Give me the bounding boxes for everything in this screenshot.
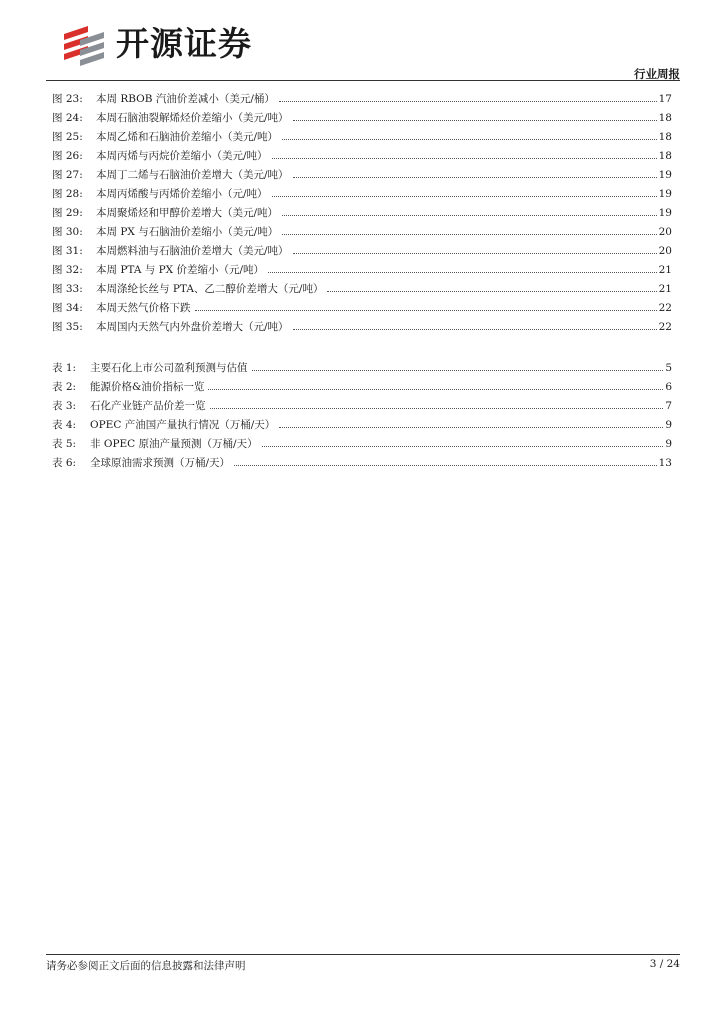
table-entry-title: 全球原油需求预测（万桶/天） [90,457,231,469]
figure-entry-page: 17 [658,93,672,105]
figure-entry-title: 本周天然气价格下跌 [96,302,191,314]
figure-entry[interactable] [52,204,672,223]
figure-entry-page: 21 [658,283,672,295]
figure-entry-title: 本周聚烯烃和甲醇价差增大（美元/吨） [96,207,279,219]
figure-entry-leader-dots [272,195,657,197]
table-entry-page: 6 [665,381,672,393]
figure-entry-title: 本周丙烯酸与丙烯价差缩小（元/吨） [96,188,268,200]
figure-entry-number: 图 24: [52,112,83,124]
header-divider [46,80,680,81]
figure-entry-leader-dots [282,138,657,140]
figure-entry-page: 19 [658,207,672,219]
figure-entry[interactable] [52,109,672,128]
table-entry-title: 能源价格&油价指标一览 [90,381,205,393]
page-number: 3 / 24 [649,958,680,970]
table-entry[interactable] [52,454,672,473]
figure-entry-page: 18 [658,112,672,124]
figure-entry[interactable] [52,128,672,147]
figure-entry-title: 本周涤纶长丝与 PTA、乙二醇价差增大（元/吨） [96,283,324,295]
figure-entry[interactable] [52,147,672,166]
figure-entry-leader-dots [268,271,657,273]
figure-index [52,90,672,337]
table-entry[interactable] [52,359,672,378]
figure-entry-page: 19 [658,188,672,200]
figure-entry-page: 20 [658,226,672,238]
footer-divider [46,954,680,955]
figure-entry-title: 本周国内天然气内外盘价差增大（元/吨） [96,321,289,333]
figure-entry-leader-dots [327,290,656,292]
table-entry[interactable] [52,416,672,435]
table-entry-leader-dots [210,407,664,409]
table-entry-number: 表 4: [52,419,77,431]
figure-entry-leader-dots [279,100,657,102]
figure-entry-number: 图 23: [52,93,83,105]
table-entry-number: 表 5: [52,438,77,450]
table-entry-leader-dots [208,388,663,390]
table-entry-title: 主要石化上市公司盈利预测与估值 [90,362,248,374]
table-entry[interactable] [52,378,672,397]
figure-entry-title: 本周丙烯与丙烷价差缩小（美元/吨） [96,150,268,162]
figure-entry-page: 21 [658,264,672,276]
table-entry-number: 表 2: [52,381,77,393]
figure-entry-leader-dots [282,214,657,216]
figure-entry-number: 图 32: [52,264,83,276]
figure-entry[interactable] [52,223,672,242]
table-entry-page: 9 [665,419,672,431]
table-index [52,359,672,473]
figure-entry-title: 本周燃料油与石脑油价差增大（美元/吨） [96,245,289,257]
table-entry-page: 13 [658,457,672,469]
figure-entry-number: 图 35: [52,321,83,333]
figure-entry[interactable] [52,185,672,204]
figure-entry-title: 本周 PTA 与 PX 价差缩小（元/吨） [96,264,265,276]
figure-entry-number: 图 33: [52,283,83,295]
disclaimer-note: 请务必参阅正文后面的信息披露和法律声明 [46,960,246,972]
figure-entry-leader-dots [282,233,656,235]
table-entry-number: 表 1: [52,362,77,374]
figure-entry-leader-dots [293,252,657,254]
figure-entry-leader-dots [293,328,657,330]
figure-entry-number: 图 29: [52,207,83,219]
figure-entry-leader-dots [195,309,657,311]
figure-entry-number: 图 26: [52,150,83,162]
figure-entry[interactable] [52,242,672,261]
figure-entry-number: 图 25: [52,131,83,143]
table-entry-page: 5 [665,362,672,374]
figure-entry-leader-dots [293,176,657,178]
figure-entry-page: 22 [658,321,672,333]
figure-entry-page: 18 [658,150,672,162]
brand-mark-icon [58,22,110,66]
figure-entry-title: 本周丁二烯与石脑油价差增大（美元/吨） [96,169,289,181]
figure-entry-page: 22 [658,302,672,314]
table-entry-page: 7 [665,400,672,412]
table-entry[interactable] [52,435,672,454]
figure-entry[interactable] [52,318,672,337]
figure-entry-title: 本周 RBOB 汽油价差减小（美元/桶） [96,93,275,105]
figure-entry[interactable] [52,261,672,280]
figure-entry-number: 图 27: [52,169,83,181]
brand-name: 开源证券 [116,24,252,63]
figure-entry-title: 本周石脑油裂解烯烃价差缩小（美元/吨） [96,112,289,124]
figure-entry-title: 本周乙烯和石脑油价差缩小（美元/吨） [96,131,279,143]
figure-entry-leader-dots [293,119,657,121]
figure-entry-number: 图 34: [52,302,83,314]
figure-entry-number: 图 28: [52,188,83,200]
table-entry-title: OPEC 产油国产量执行情况（万桶/天） [90,419,276,431]
table-entry-title: 非 OPEC 原油产量预测（万桶/天） [90,438,258,450]
brand-logo [58,22,252,66]
figure-entry-leader-dots [272,157,657,159]
table-entry[interactable] [52,397,672,416]
figure-entry[interactable] [52,280,672,299]
figure-entry-number: 图 30: [52,226,83,238]
table-entry-number: 表 6: [52,457,77,469]
figure-entry[interactable] [52,299,672,318]
figure-entry-page: 18 [658,131,672,143]
table-entry-leader-dots [262,445,664,447]
figure-entry-page: 20 [658,245,672,257]
figure-entry-title: 本周 PX 与石脑油价差缩小（美元/吨） [96,226,279,238]
figure-entry[interactable] [52,166,672,185]
table-entry-page: 9 [665,438,672,450]
table-entry-title: 石化产业链产品价差一览 [90,400,206,412]
table-entry-number: 表 3: [52,400,77,412]
table-entry-leader-dots [234,464,657,466]
figure-entry-number: 图 31: [52,245,83,257]
figure-entry[interactable] [52,90,672,109]
report-type-label: 行业周报 [634,67,680,81]
table-entry-leader-dots [279,426,663,428]
figure-entry-page: 19 [658,169,672,181]
table-entry-leader-dots [252,369,664,371]
